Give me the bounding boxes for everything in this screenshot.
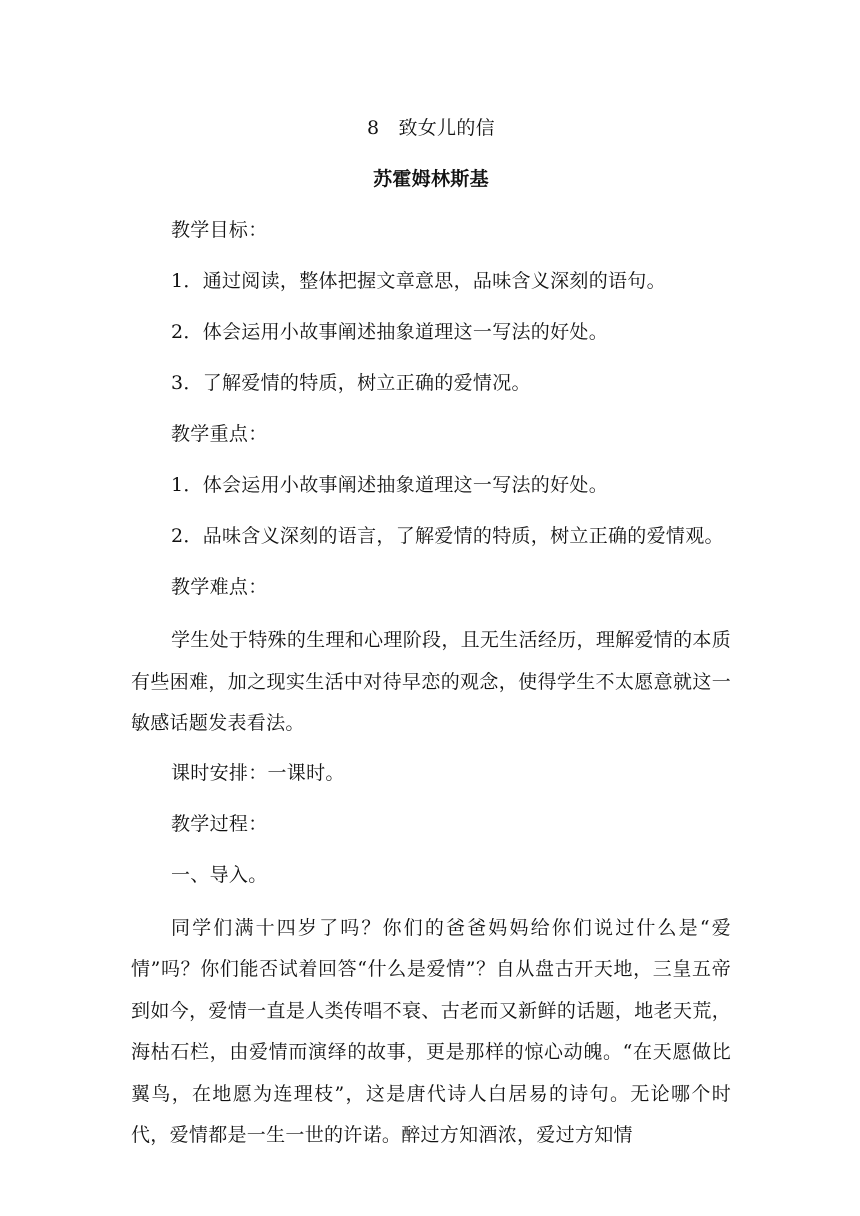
difficulties-paragraph: 学生处于特殊的生理和心理阶段，且无生活经历，理解爱情的本质有些困难，加之现实生活中对待早恋的观念，使得学生不太愿意就这一敏感话题发表看法。 <box>131 629 731 734</box>
lesson-title: 8 致女儿的信 <box>367 117 495 139</box>
objective-item-3: 3．了解爱情的特质，树立正确的爱情况。 <box>171 372 531 394</box>
key-points-heading: 教学重点： <box>171 423 268 445</box>
objective-item-2: 2．体会运用小故事阐述抽象道理这一写法的好处。 <box>171 321 608 343</box>
schedule-line: 课时安排：一课时。 <box>171 761 345 784</box>
objectives-heading: 教学目标： <box>171 219 268 241</box>
objective-item-1: 1．通过阅读，整体把握文章意思，品味含义深刻的语句。 <box>171 270 666 292</box>
author-name: 苏霍姆林斯基 <box>373 168 489 190</box>
difficulties-heading: 教学难点： <box>171 576 268 598</box>
intro-paragraph: 同学们满十四岁了吗？你们的爸爸妈妈给你们说过什么是“爱情”吗？你们能否试着回答“什么是爱情”？自从盘古开天地，三皇五帝到如今，爱情一直是人类传唱不衰、古老而又新鲜的话题，地老天荒，海枯石栏，由爱情而演绎的故事，更是那样的惊心动魄。“在天愿做比翼鸟，在地愿为连理枝”，这是唐代诗人白居易的诗句。无论哪个时代，爱情都是一生一世的许诺。醉过方知酒浓，爱过方知情 <box>131 916 731 1146</box>
process-heading: 教学过程： <box>171 812 268 835</box>
document-body <box>131 110 731 1170</box>
key-point-item-1: 1．体会运用小故事阐述抽象道理这一写法的好处。 <box>171 474 608 496</box>
section-one-heading: 一、导入。 <box>171 863 268 886</box>
key-point-item-2: 2．品味含义深刻的语言，了解爱情的特质，树立正确的爱情观。 <box>171 525 724 547</box>
